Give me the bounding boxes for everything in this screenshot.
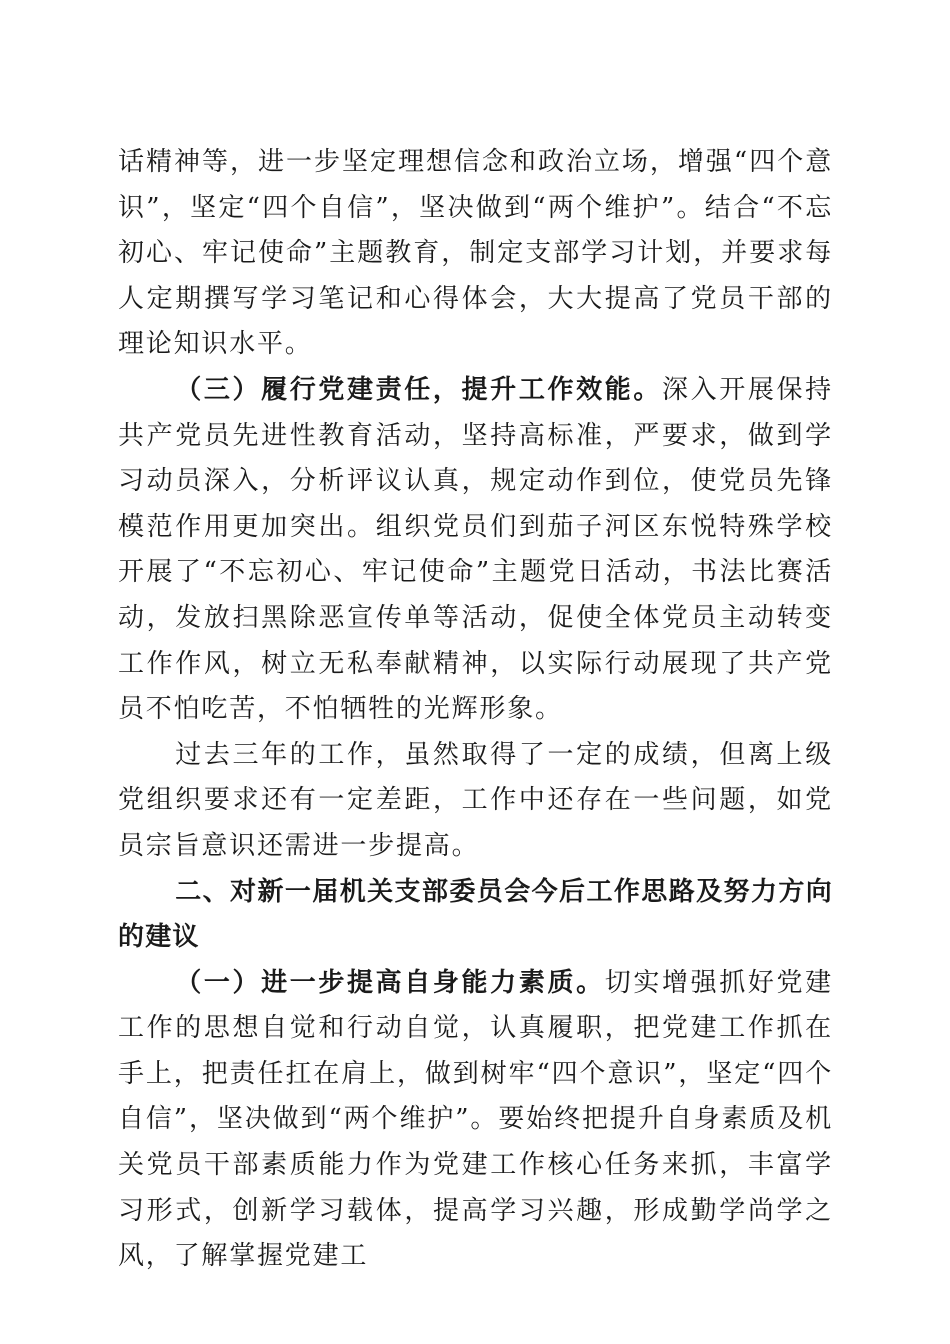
paragraph-text: 话精神等，进一步坚定理想信念和政治立场，增强“四个意识”，坚定“四个自信”，坚决做到“两个维护”。结合“不忘初心、牢记使命”主题教育，制定支部学习计划，并要求每人定期撰写学习笔记和心得体会，大大提高了党员干部的理论知识水平。 [118, 147, 833, 360]
document-body [118, 140, 833, 1280]
section-heading [118, 870, 833, 961]
paragraph-continuation [118, 140, 833, 368]
paragraph-lead: （一）进一步提高自身能力素质。 [175, 967, 605, 998]
paragraph-summary [118, 733, 833, 870]
paragraph-text: 切实增强抓好党建工作的思想自觉和行动自觉，认真履职，把党建工作抓在手上，把责任扛在肩上，做到树牢“四个意识”，坚定“四个自信”，坚决做到“两个维护”。要始终把提升自身素质及机关党员干部素质能力作为党建工作核心任务来抓，丰富学习形式，创新学习载体，提高学习兴趣，形成勤学尚学之风，了解掌握党建工 [118, 967, 833, 1272]
paragraph-text: 深入开展保持共产党员先进性教育活动，坚持高标准，严要求，做到学习动员深入，分析评议认真，规定动作到位，使党员先锋模范作用更加突出。组织党员们到茄子河区东悦特殊学校开展了“不忘初心、牢记使命”主题党日活动，书法比赛活动，发放扫黑除恶宣传单等活动，促使全体党员主动转变工作作风，树立无私奉献精神，以实际行动展现了共产党员不怕吃苦，不怕牺牲的光辉形象。 [118, 374, 833, 725]
paragraph-section-3 [118, 368, 833, 733]
paragraph-lead: （三）履行党建责任，提升工作效能。 [175, 374, 662, 405]
heading-text: 二、对新一届机关支部委员会今后工作思路及努力方向的建议 [118, 876, 833, 953]
paragraph-text: 过去三年的工作，虽然取得了一定的成绩，但离上级党组织要求还有一定差距，工作中还存在一些问题，如党员宗旨意识还需进一步提高。 [118, 739, 833, 861]
paragraph-suggestion-1 [118, 961, 833, 1280]
